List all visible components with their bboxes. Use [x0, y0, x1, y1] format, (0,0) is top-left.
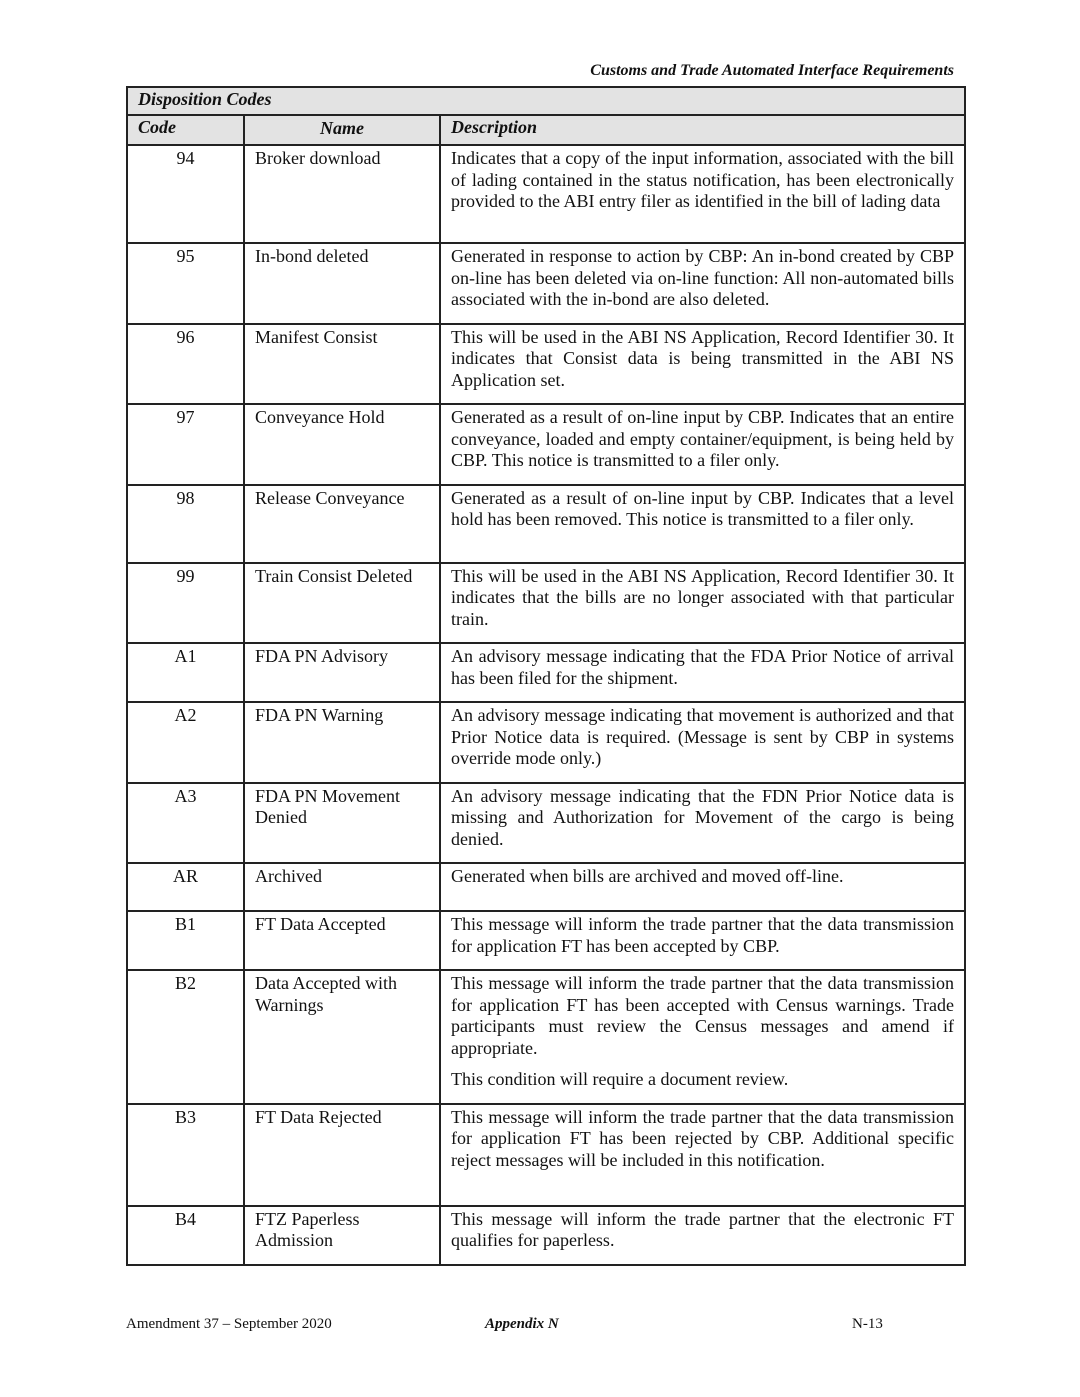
description-paragraph: This message will inform the trade partner that the data transmission for application FT has been accepted by CBP. [451, 914, 954, 956]
disposition-description [440, 970, 965, 1104]
disposition-name: FTZ Paperless Admission [244, 1206, 440, 1265]
disposition-code: A3 [127, 783, 244, 864]
table-row [127, 1206, 965, 1265]
disposition-name: In-bond deleted [244, 243, 440, 324]
table-row [127, 563, 965, 644]
disposition-name: FDA PN Movement Denied [244, 783, 440, 864]
column-header-name: Name [244, 115, 440, 145]
table-title: Disposition Codes [127, 87, 965, 115]
disposition-description [440, 485, 965, 563]
disposition-description [440, 643, 965, 702]
column-header-description: Description [440, 115, 965, 145]
disposition-name: FT Data Accepted [244, 911, 440, 970]
table-row [127, 911, 965, 970]
disposition-code: A1 [127, 643, 244, 702]
disposition-description [440, 911, 965, 970]
disposition-code: 94 [127, 145, 244, 243]
table-row [127, 783, 965, 864]
footer-appendix: Appendix N [485, 1316, 559, 1332]
description-paragraph: This message will inform the trade partner that the data transmission for application FT has been accepted with Census warnings. Trade participants must review the Census messages and amend if appropriate. [451, 973, 954, 1058]
table-row [127, 485, 965, 563]
disposition-name: Broker download [244, 145, 440, 243]
disposition-code: 96 [127, 324, 244, 405]
table-header-row [127, 115, 965, 145]
disposition-name: FDA PN Advisory [244, 643, 440, 702]
table-row [127, 702, 965, 783]
disposition-code: B1 [127, 911, 244, 970]
description-paragraph: Generated in response to action by CBP: An in-bond created by CBP on-line has been deleted via on-line function: All non-automated bills associated with the in-bond are also deleted. [451, 246, 954, 309]
table-title-row [127, 87, 965, 115]
disposition-name: Data Accepted with Warnings [244, 970, 440, 1104]
document-header: Customs and Trade Automated Interface Requirements [590, 62, 954, 79]
table-row [127, 404, 965, 485]
description-paragraph: An advisory message indicating that movement is authorized and that Prior Notice data is required. (Message is sent by CBP in systems override mode only.) [451, 705, 954, 768]
disposition-description [440, 563, 965, 644]
column-header-code: Code [127, 115, 244, 145]
disposition-code: B4 [127, 1206, 244, 1265]
disposition-code: AR [127, 863, 244, 911]
disposition-name: Train Consist Deleted [244, 563, 440, 644]
description-paragraph: This message will inform the trade partner that the data transmission for application FT has been rejected by CBP. Additional specific reject messages will be included in this notification. [451, 1106, 954, 1170]
description-paragraph: An advisory message indicating that the FDA Prior Notice of arrival has been filed for the shipment. [451, 646, 954, 688]
description-paragraph: An advisory message indicating that the FDN Prior Notice data is missing and Authorization for Movement of the cargo is being denied. [451, 785, 954, 849]
disposition-name: Archived [244, 863, 440, 911]
disposition-code: 97 [127, 404, 244, 485]
description-paragraph: Indicates that a copy of the input information, associated with the bill of lading contained in the status notification, has been electronically provided to the ABI entry filer as identified in the bill of lading data [451, 148, 954, 211]
disposition-name: FT Data Rejected [244, 1104, 440, 1206]
disposition-codes-table [126, 86, 966, 1266]
disposition-description [440, 702, 965, 783]
disposition-code: A2 [127, 702, 244, 783]
table-row [127, 324, 965, 405]
description-paragraph: This will be used in the ABI NS Application, Record Identifier 30. It indicates that the bills are no longer associated with that particular train. [451, 565, 954, 629]
disposition-description [440, 783, 965, 864]
disposition-code: 99 [127, 563, 244, 644]
table-row [127, 970, 965, 1104]
description-paragraph: Generated when bills are archived and moved off-line. [451, 866, 844, 886]
disposition-code: 98 [127, 485, 244, 563]
table-row [127, 1104, 965, 1206]
disposition-code: 95 [127, 243, 244, 324]
table-row [127, 643, 965, 702]
description-paragraph: Generated as a result of on-line input by CBP. Indicates that a level hold has been removed. This notice is transmitted to a filer only. [451, 487, 954, 529]
description-paragraph: This will be used in the ABI NS Application, Record Identifier 30. It indicates that Consist data is being transmitted in the ABI NS Application set. [451, 326, 954, 390]
disposition-description [440, 1206, 965, 1265]
footer-amendment: Amendment 37 – September 2020 [126, 1316, 332, 1332]
disposition-name: Conveyance Hold [244, 404, 440, 485]
table-row [127, 145, 965, 243]
disposition-code: B2 [127, 970, 244, 1104]
disposition-description [440, 243, 965, 324]
disposition-description [440, 145, 965, 243]
disposition-code: B3 [127, 1104, 244, 1206]
disposition-name: Manifest Consist [244, 324, 440, 405]
disposition-description [440, 404, 965, 485]
description-paragraph: This message will inform the trade partner that the electronic FT qualifies for paperless. [451, 1208, 954, 1250]
disposition-name: FDA PN Warning [244, 702, 440, 783]
disposition-description [440, 1104, 965, 1206]
table-row [127, 863, 965, 911]
table-row [127, 243, 965, 324]
disposition-name: Release Conveyance [244, 485, 440, 563]
footer-page-number: N-13 [852, 1316, 883, 1332]
disposition-description [440, 863, 965, 911]
disposition-description [440, 324, 965, 405]
description-paragraph: Generated as a result of on-line input by CBP. Indicates that an entire conveyance, loaded and empty container/equipment, is being held by CBP. This notice is transmitted to a filer only. [451, 407, 954, 470]
description-paragraph: This condition will require a document review. [451, 1069, 789, 1089]
